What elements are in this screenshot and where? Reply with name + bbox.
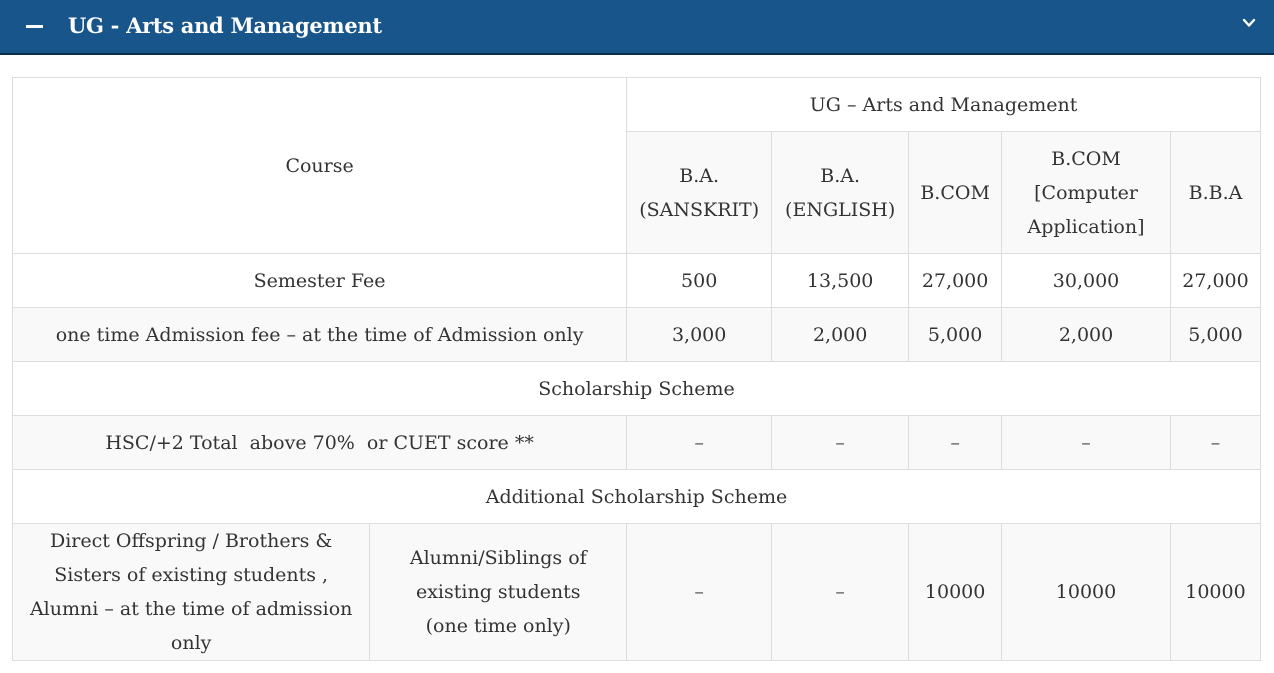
table-cell: 27,000 xyxy=(1170,254,1260,308)
table-cell: 10000 xyxy=(1170,524,1260,661)
table-cell: 3,000 xyxy=(627,308,772,362)
course-header-bcom: B.COM xyxy=(909,132,1002,254)
table-cell: 5,000 xyxy=(1170,308,1260,362)
minus-icon[interactable] xyxy=(26,25,43,28)
table-cell: 13,500 xyxy=(772,254,909,308)
additional-label-b: Alumni/Siblings of existing students (one time only) xyxy=(370,524,627,661)
fee-table-container xyxy=(12,77,1261,661)
additional-label-a: Direct Offspring / Brothers & Sisters of existing students , Alumni – at the time of admission only xyxy=(13,524,370,661)
table-cell: – xyxy=(1170,416,1260,470)
scholarship-heading: Scholarship Scheme xyxy=(13,362,1261,416)
table-cell: 500 xyxy=(627,254,772,308)
table-cell: – xyxy=(1002,416,1171,470)
table-cell: 10000 xyxy=(1002,524,1171,661)
fee-table xyxy=(12,77,1261,661)
accordion-title[interactable]: UG - Arts and Management xyxy=(68,13,382,38)
table-cell: 30,000 xyxy=(1002,254,1171,308)
table-row xyxy=(13,524,1261,661)
admission-fee-label: one time Admission fee – at the time of Admission only xyxy=(13,308,627,362)
semester-fee-label: Semester Fee xyxy=(13,254,627,308)
course-header-bcom-ca: B.COM [Computer Application] xyxy=(1002,132,1171,254)
course-label-cell: Course xyxy=(13,78,627,254)
table-cell: – xyxy=(772,416,909,470)
table-cell: 2,000 xyxy=(1002,308,1171,362)
table-cell: – xyxy=(627,416,772,470)
chevron-down-icon[interactable] xyxy=(1242,16,1256,30)
additional-scholarship-heading: Additional Scholarship Scheme xyxy=(13,470,1261,524)
table-cell: – xyxy=(909,416,1002,470)
course-header-ba-sanskrit: B.A. (SANSKRIT) xyxy=(627,132,772,254)
table-row xyxy=(13,416,1261,470)
table-cell: – xyxy=(772,524,909,661)
course-header-bba: B.B.A xyxy=(1170,132,1260,254)
table-cell: 27,000 xyxy=(909,254,1002,308)
table-row xyxy=(13,470,1261,524)
course-header-ba-english: B.A. (ENGLISH) xyxy=(772,132,909,254)
table-row xyxy=(13,78,1261,132)
group-header-cell: UG – Arts and Management xyxy=(627,78,1261,132)
table-row xyxy=(13,308,1261,362)
table-cell: 5,000 xyxy=(909,308,1002,362)
table-cell: 10000 xyxy=(909,524,1002,661)
accordion-header[interactable] xyxy=(0,0,1274,55)
table-row xyxy=(13,362,1261,416)
hsc-label: HSC/+2 Total above 70% or CUET score ** xyxy=(13,416,627,470)
table-cell: – xyxy=(627,524,772,661)
table-cell: 2,000 xyxy=(772,308,909,362)
table-row xyxy=(13,254,1261,308)
